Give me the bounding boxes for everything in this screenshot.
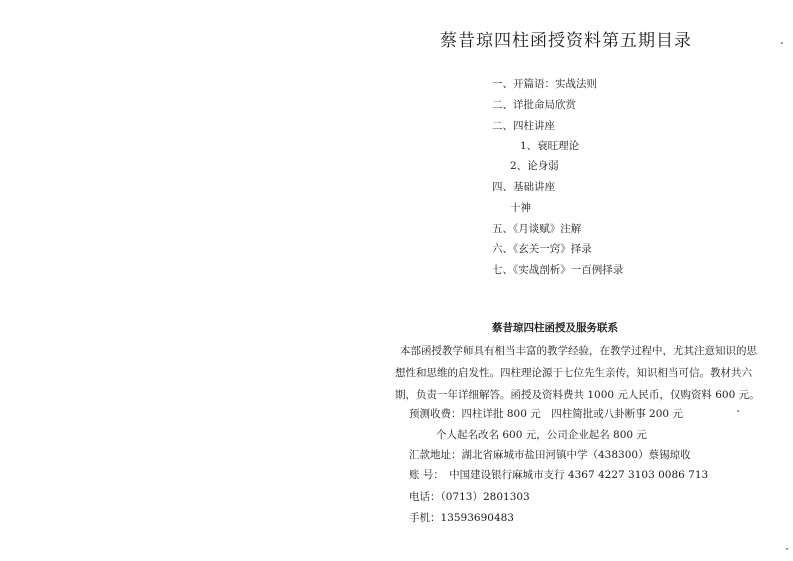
scan-speck (781, 42, 783, 44)
page-title: 蔡昔琼四柱函授资料第五期目录 (440, 31, 692, 51)
toc-item: 六、《玄关一窍》择录 (492, 243, 592, 255)
phone: 电话：（0713）2801303 (409, 491, 530, 503)
mobile: 手机：13593690483 (409, 512, 514, 524)
toc-item: 二、四柱讲座 (492, 120, 555, 132)
intro-line: 想性和思维的启发性。四柱理论源于七位先生亲传，知识相当可信。教材共六 (395, 367, 752, 379)
toc-item: 十神 (510, 202, 531, 214)
remit-address: 汇款地址：湖北省麻城市盐田河镇中学（438300）蔡锡琼收 (409, 449, 691, 461)
toc-item: 七、《实战剖析》一百例择录 (492, 264, 624, 276)
scan-speck (786, 548, 788, 550)
toc-item: 1、衰旺理论 (520, 140, 580, 152)
fees-line: 预测收费：四柱详批 800 元 四柱简批或八卦断事 200 元 (409, 408, 683, 420)
intro-line: 本部函授教学师具有相当丰富的教学经验，在教学过程中，尤其注意知识的思 (400, 345, 757, 357)
fees-line: 个人起名改名 600 元，公司企业起名 800 元 (436, 429, 647, 441)
bank-account: 账 号： 中国建设银行麻城市支行 4367 4227 3103 0086 713 (409, 469, 709, 481)
toc-item: 四、基础讲座 (492, 181, 555, 193)
toc-item: 五、《月谈赋》注解 (492, 223, 582, 235)
scan-speck (737, 410, 739, 412)
intro-line: 期，负责一年详细解答。函授及资料费共 1000 元人民币，仅购资料 600 元。 (395, 389, 760, 401)
toc-item: 2、论身弱 (510, 160, 559, 172)
service-heading: 蔡昔琼四柱函授及服务联系 (492, 322, 618, 334)
toc-item: 二、详批命局欣赏 (492, 99, 576, 111)
toc-item: 一、开篇语：实战法则 (492, 78, 597, 90)
